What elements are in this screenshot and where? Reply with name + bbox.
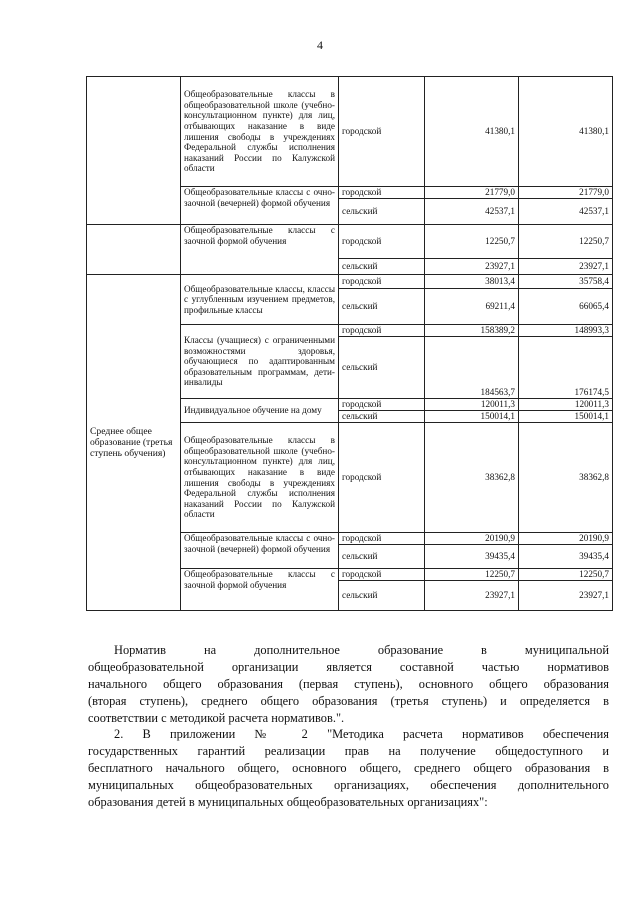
value-cell: 42537,1: [519, 199, 613, 225]
paragraph-line: общеобразовательной организации является составной частью нормативов: [88, 660, 609, 674]
area-cell: городской: [339, 399, 425, 411]
value-cell: 66065,4: [519, 289, 613, 325]
area-cell: городской: [339, 533, 425, 545]
value-cell: 120011,3: [519, 399, 613, 411]
value-cell: 41380,1: [519, 77, 613, 187]
paragraph-line: бесплатного начального общего, основного общего, среднего общего образования в: [88, 761, 609, 775]
class-type-cell: Общеобразовательные классы в общеобразовательной школе (учебно-консультационном пункте) для лиц, отбывающих наказание в виде лишения свободы в учреждениях Федеральной службы исполнения наказаний России по Калужской области: [181, 423, 339, 533]
class-type-cell: Классы (учащиеся) с ограниченными возможностями здоровья, обучающиеся по адаптированным образовательным программам, дети-инвалиды: [181, 325, 339, 399]
value-cell: 39435,4: [425, 545, 519, 569]
area-cell: сельский: [339, 259, 425, 275]
value-cell: 158389,2: [425, 325, 519, 337]
level-cell: [87, 77, 181, 225]
table-row: [87, 225, 613, 259]
value-cell: 21779,0: [519, 187, 613, 199]
class-type-cell: Общеобразовательные классы в общеобразовательной школе (учебно-консультационном пункте) для лиц, отбывающих наказание в виде лишения свободы в учреждениях Федеральной службы исполнения наказаний России по Калужской области: [181, 77, 339, 187]
value-cell: 35758,4: [519, 275, 613, 289]
value-cell: 21779,0: [425, 187, 519, 199]
area-cell: городской: [339, 275, 425, 289]
paragraph-line: образования детей в муниципальных общеобразовательных организациях":: [88, 795, 488, 809]
paragraph-appendix-2: [88, 726, 609, 811]
paragraph-line: Норматив на дополнительное образование в муниципальной: [114, 643, 609, 657]
class-type-cell: Общеобразовательные классы с заочной формой обучения: [181, 569, 339, 611]
level-cell: Среднее общее образование (третья ступень обучения): [87, 275, 181, 611]
area-cell: городской: [339, 225, 425, 259]
value-cell: 12250,7: [425, 569, 519, 581]
value-cell: 42537,1: [425, 199, 519, 225]
value-cell: 20190,9: [425, 533, 519, 545]
value-cell: 69211,4: [425, 289, 519, 325]
area-cell: городской: [339, 423, 425, 533]
area-cell: сельский: [339, 337, 425, 399]
value-cell: 38013,4: [425, 275, 519, 289]
area-cell: сельский: [339, 199, 425, 225]
paragraph-line: муниципальных общеобразовательных организациях, обеспечения дополнительного: [88, 778, 609, 792]
paragraph-norm-note: [88, 642, 609, 727]
paragraph-line: соответствии с методикой расчета нормативов.".: [88, 711, 345, 725]
value-cell: 23927,1: [425, 581, 519, 611]
value-cell: 12250,7: [519, 569, 613, 581]
norms-table: [86, 76, 613, 611]
class-type-cell: Общеобразовательные классы с очно-заочной (вечерней) формой обучения: [181, 533, 339, 569]
value-cell: 12250,7: [425, 225, 519, 259]
value-cell: 120011,3: [425, 399, 519, 411]
value-cell: 12250,7: [519, 225, 613, 259]
class-type-cell: Общеобразовательные классы, классы с углубленным изучением предметов, профильные классы: [181, 275, 339, 325]
area-cell: сельский: [339, 289, 425, 325]
class-type-cell: Общеобразовательные классы с заочной формой обучения: [181, 225, 339, 275]
level-cell: [87, 225, 181, 275]
class-type-cell: Индивидуальное обучение на дому: [181, 399, 339, 423]
value-cell: 38362,8: [519, 423, 613, 533]
area-cell: городской: [339, 569, 425, 581]
value-cell: 176174,5: [519, 337, 613, 399]
value-cell: 150014,1: [519, 411, 613, 423]
value-cell: 23927,1: [519, 581, 613, 611]
table-row: [87, 77, 613, 187]
value-cell: 41380,1: [425, 77, 519, 187]
value-cell: 38362,8: [425, 423, 519, 533]
area-cell: сельский: [339, 411, 425, 423]
value-cell: 148993,3: [519, 325, 613, 337]
value-cell: 39435,4: [519, 545, 613, 569]
value-cell: 23927,1: [519, 259, 613, 275]
area-cell: сельский: [339, 545, 425, 569]
paragraph-line: (вторая ступень), среднего общего образования (третья ступень) и определяется в: [88, 694, 609, 708]
value-cell: 150014,1: [425, 411, 519, 423]
value-cell: 23927,1: [425, 259, 519, 275]
table-row: [87, 275, 613, 289]
value-cell: 184563,7: [425, 337, 519, 399]
area-cell: сельский: [339, 581, 425, 611]
value-cell: 20190,9: [519, 533, 613, 545]
page-number: 4: [317, 38, 323, 52]
area-cell: городской: [339, 325, 425, 337]
paragraph-line: 2. В приложении № 2 "Методика расчета нормативов обеспечения: [114, 727, 609, 741]
paragraph-line: государственных гарантий реализации прав на получение общедоступного и: [88, 744, 609, 758]
area-cell: городской: [339, 187, 425, 199]
area-cell: городской: [339, 77, 425, 187]
class-type-cell: Общеобразовательные классы с очно-заочной (вечерней) формой обучения: [181, 187, 339, 225]
paragraph-line: начального общего образования (первая ступень), основного общего образования: [88, 677, 609, 691]
